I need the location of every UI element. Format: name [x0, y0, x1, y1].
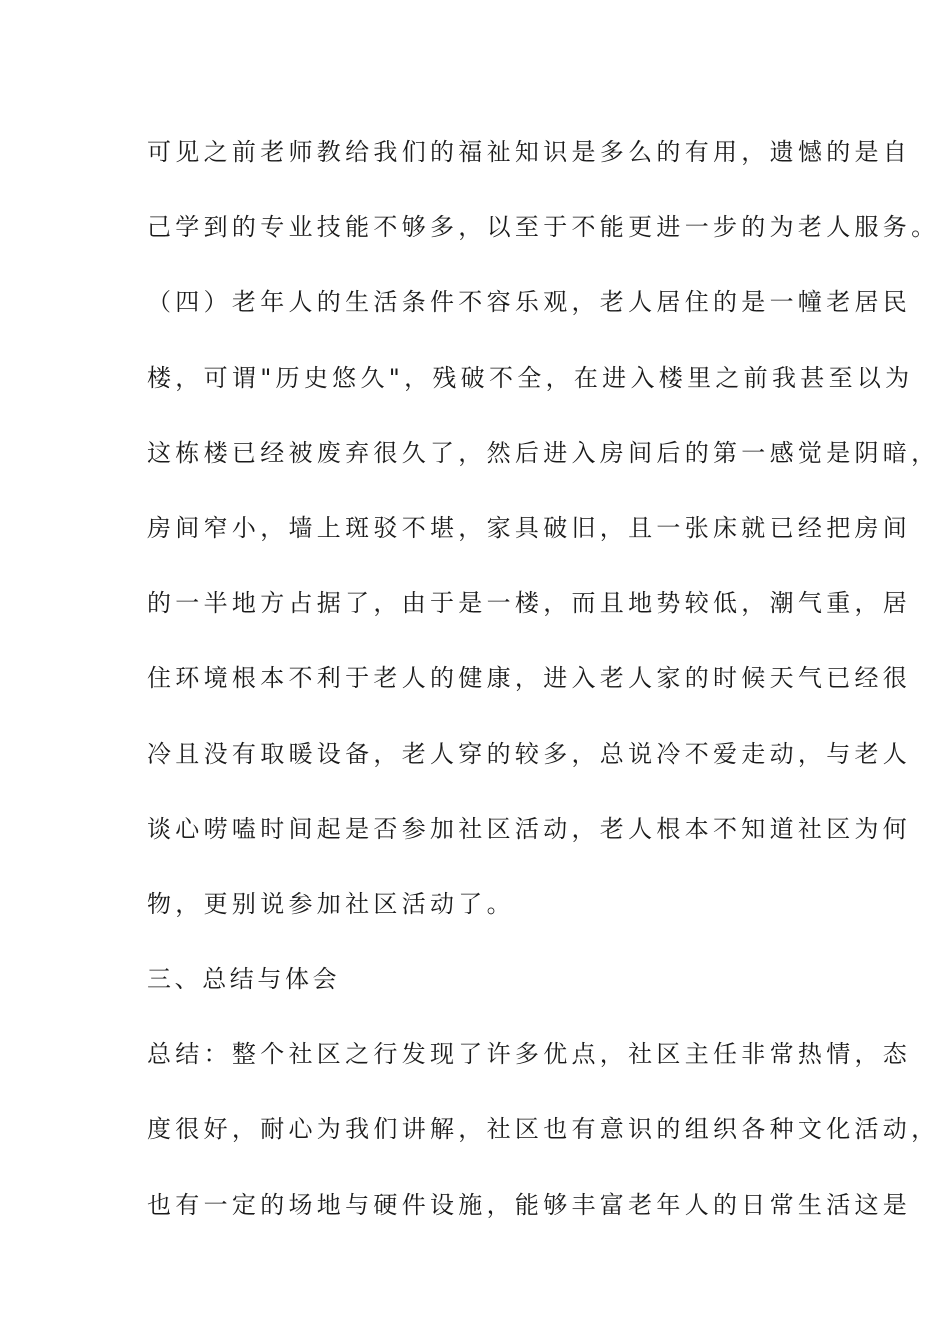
paragraph-line: 楼，可谓"历史悠久"，残破不全，在进入楼里之前我甚至以为	[147, 363, 914, 392]
paragraph-line: 总结：整个社区之行发现了许多优点，社区主任非常热情，态	[147, 1040, 912, 1069]
paragraph-line: 冷且没有取暖设备，老人穿的较多，总说冷不爱走动，与老人	[147, 739, 912, 768]
paragraph-line: 房间窄小，墙上斑驳不堪，家具破旧，且一张床就已经把房间	[147, 513, 912, 542]
paragraph-line: （四）老年人的生活条件不容乐观，老人居住的是一幢老居民	[147, 288, 912, 317]
paragraph-line: 谈心唠嗑时间起是否参加社区活动，老人根本不知道社区为何	[147, 814, 912, 843]
paragraph-line: 这栋楼已经被废弃很久了，然后进入房间后的第一感觉是阴暗，	[147, 438, 940, 467]
paragraph-line: 物，更别说参加社区活动了。	[147, 889, 515, 918]
paragraph-line: 己学到的专业技能不够多，以至于不能更进一步的为老人服务。	[147, 213, 940, 242]
paragraph-line: 的一半地方占据了，由于是一楼，而且地势较低，潮气重，居	[147, 589, 912, 618]
paragraph-line: 也有一定的场地与硬件设施，能够丰富老年人的日常生活这是	[147, 1190, 912, 1219]
paragraph-line: 住环境根本不利于老人的健康，进入老人家的时候天气已经很	[147, 664, 912, 693]
paragraph-line: 可见之前老师教给我们的福祉知识是多么的有用，遗憾的是自	[147, 138, 912, 166]
section-heading: 三、总结与体会	[147, 965, 341, 994]
paragraph-line: 度很好，耐心为我们讲解，社区也有意识的组织各种文化活动，	[147, 1115, 940, 1144]
body-text	[147, 131, 940, 1259]
